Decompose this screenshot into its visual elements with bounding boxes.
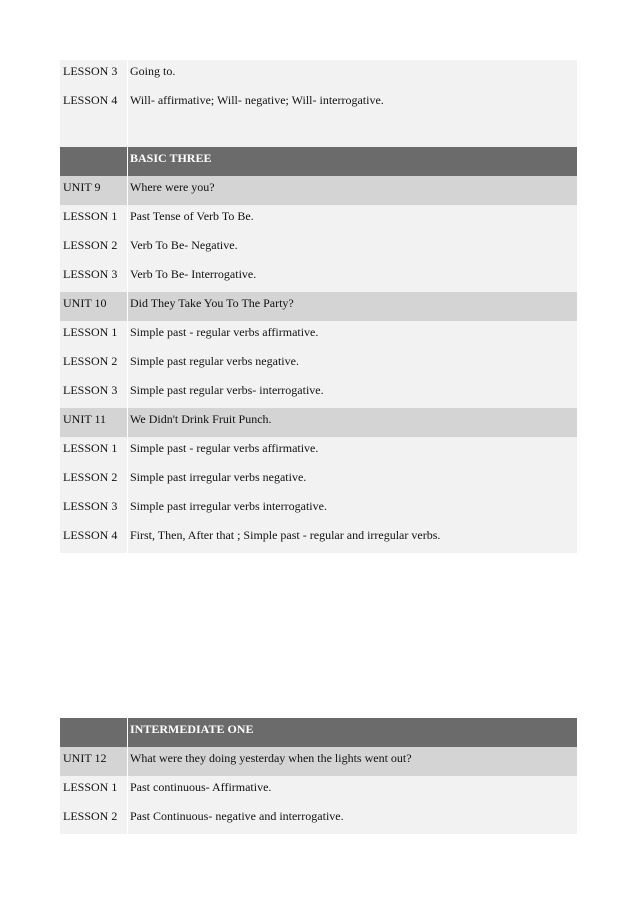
row-title: What were they doing yesterday when the lights went out? <box>128 747 577 776</box>
lesson-row <box>60 118 577 147</box>
lesson-row <box>60 60 577 89</box>
row-title: We Didn't Drink Fruit Punch. <box>128 408 577 437</box>
row-code: LESSON 2 <box>60 805 128 834</box>
row-code: LESSON 3 <box>60 495 128 524</box>
lesson-row <box>60 495 577 524</box>
curriculum-table-intermediate-one <box>60 718 577 834</box>
unit-row <box>60 292 577 321</box>
lesson-row <box>60 263 577 292</box>
row-code: LESSON 1 <box>60 321 128 350</box>
row-code: UNIT 12 <box>60 747 128 776</box>
row-code: LESSON 2 <box>60 466 128 495</box>
row-code: UNIT 11 <box>60 408 128 437</box>
lesson-row <box>60 379 577 408</box>
row-code <box>60 147 128 176</box>
row-code: LESSON 1 <box>60 437 128 466</box>
lesson-row <box>60 321 577 350</box>
row-title: Will- affirmative; Will- negative; Will- interrogative. <box>128 89 577 118</box>
lesson-row <box>60 805 577 834</box>
row-code: LESSON 4 <box>60 89 128 118</box>
row-title: First, Then, After that ; Simple past - regular and irregular verbs. <box>128 524 577 553</box>
row-title: Going to. <box>128 60 577 89</box>
row-code: LESSON 2 <box>60 350 128 379</box>
row-code: LESSON 4 <box>60 524 128 553</box>
lesson-row <box>60 437 577 466</box>
row-title: Where were you? <box>128 176 577 205</box>
unit-row <box>60 747 577 776</box>
lesson-row <box>60 350 577 379</box>
row-code <box>60 718 128 747</box>
lesson-row <box>60 466 577 495</box>
row-code: LESSON 1 <box>60 776 128 805</box>
row-title: Simple past irregular verbs interrogative. <box>128 495 577 524</box>
row-title: Did They Take You To The Party? <box>128 292 577 321</box>
row-title: Simple past irregular verbs negative. <box>128 466 577 495</box>
row-title: Past Continuous- negative and interrogative. <box>128 805 577 834</box>
row-code: LESSON 3 <box>60 263 128 292</box>
row-code: UNIT 10 <box>60 292 128 321</box>
row-code: LESSON 1 <box>60 205 128 234</box>
row-code: LESSON 3 <box>60 379 128 408</box>
row-title: Verb To Be- Negative. <box>128 234 577 263</box>
row-title: Simple past regular verbs negative. <box>128 350 577 379</box>
lesson-row <box>60 89 577 118</box>
curriculum-table-basic-three <box>60 60 577 553</box>
row-title: Simple past - regular verbs affirmative. <box>128 437 577 466</box>
section-header-row <box>60 147 577 176</box>
lesson-row <box>60 776 577 805</box>
row-title: Simple past - regular verbs affirmative. <box>128 321 577 350</box>
row-title: INTERMEDIATE ONE <box>128 718 577 747</box>
lesson-row <box>60 524 577 553</box>
section-header-row <box>60 718 577 747</box>
unit-row <box>60 408 577 437</box>
row-title: Past Tense of Verb To Be. <box>128 205 577 234</box>
row-code: LESSON 3 <box>60 60 128 89</box>
row-title: Simple past regular verbs- interrogative. <box>128 379 577 408</box>
row-code: UNIT 9 <box>60 176 128 205</box>
unit-row <box>60 176 577 205</box>
row-code: LESSON 2 <box>60 234 128 263</box>
row-title: Past continuous- Affirmative. <box>128 776 577 805</box>
row-title: Verb To Be- Interrogative. <box>128 263 577 292</box>
lesson-row <box>60 205 577 234</box>
row-code <box>60 118 128 147</box>
row-title: BASIC THREE <box>128 147 577 176</box>
row-title <box>128 118 577 147</box>
lesson-row <box>60 234 577 263</box>
